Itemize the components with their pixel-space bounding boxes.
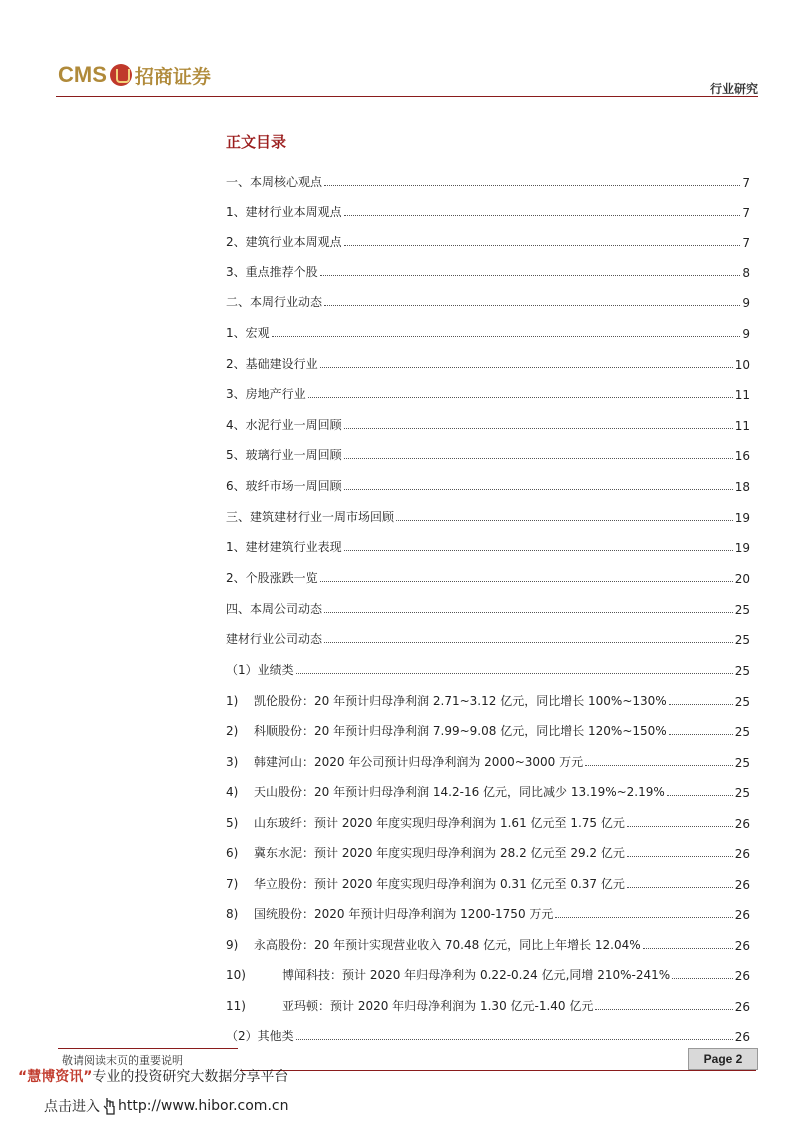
toc-entry-text: 3、重点推荐个股	[226, 265, 318, 279]
promo-brand: 慧博资讯	[27, 1069, 84, 1085]
toc-entry-text: 永高股份：20 年预计实现营业收入 70.48 亿元，同比上年增长 12.04%	[254, 938, 641, 952]
promo-quote-open: “	[18, 1069, 28, 1085]
toc-entry[interactable]	[226, 931, 750, 953]
toc-dot-leader	[643, 947, 733, 949]
toc-entry-page: 26	[734, 1030, 750, 1044]
toc-entry-label	[226, 355, 318, 372]
toc-dot-leader	[296, 1038, 733, 1040]
toc-entry-page: 16	[734, 449, 750, 463]
toc-entry-number: 7)	[226, 877, 239, 891]
toc-entry-label	[226, 446, 342, 463]
toc-entry-page: 19	[734, 541, 750, 555]
toc-dot-leader	[344, 244, 741, 246]
toc-entry-label	[226, 997, 593, 1014]
toc-entry[interactable]	[226, 288, 750, 310]
toc-entry-label	[226, 844, 625, 861]
logo-emblem-icon	[110, 64, 132, 86]
toc-entry-page: 25	[734, 695, 750, 709]
toc-entry-page: 19	[734, 511, 750, 525]
toc-entry[interactable]	[226, 168, 750, 190]
toc-entry-text: 华立股份：预计 2020 年度实现归母净利润为 0.31 亿元至 0.37 亿元	[254, 877, 625, 891]
toc-entry[interactable]	[226, 380, 750, 402]
toc-dot-leader	[272, 335, 741, 337]
toc-dot-leader	[595, 1008, 732, 1010]
toc-entry-page: 11	[734, 388, 750, 402]
promo-banner	[18, 1066, 288, 1086]
toc-entry-page: 26	[734, 817, 750, 831]
toc-entry-label	[226, 1027, 294, 1044]
toc-entry-text: 2、建筑行业本周观点	[226, 235, 342, 249]
toc-dot-leader	[308, 396, 733, 398]
toc-entry-label	[226, 722, 667, 739]
toc-entry-label	[226, 692, 667, 709]
toc-entry[interactable]	[226, 441, 750, 463]
toc-dot-leader	[324, 184, 740, 186]
toc-dot-leader	[555, 916, 732, 918]
toc-dot-leader	[344, 214, 741, 216]
toc-entry-number: 10)	[226, 968, 246, 982]
toc-entry-label	[226, 416, 342, 433]
toc-entry-label	[226, 508, 394, 525]
toc-entry-page: 20	[734, 572, 750, 586]
toc-entry-page: 26	[734, 939, 750, 953]
toc-entry-number: 3)	[226, 755, 239, 769]
toc-entry-number: 1)	[226, 694, 239, 708]
toc-entry-label	[226, 753, 583, 770]
toc-entry-number: 5)	[226, 816, 239, 830]
toc-entry-text: 3、房地产行业	[226, 387, 306, 401]
toc-entry-text: 4、水泥行业一周回顾	[226, 418, 342, 432]
toc-entry-label	[226, 905, 553, 922]
toc-dot-leader	[344, 488, 733, 490]
footer-note: 敬请阅读末页的重要说明	[62, 1054, 183, 1067]
toc-entry-number: 9)	[226, 938, 239, 952]
toc-entry-label	[226, 600, 322, 617]
toc-entry-text: 2、个股涨跌一览	[226, 571, 318, 585]
toc-entry[interactable]	[226, 258, 750, 280]
toc-dot-leader	[627, 825, 733, 827]
header-divider	[56, 96, 758, 97]
toc-entry-label	[226, 814, 625, 831]
toc-dot-leader	[585, 764, 733, 766]
toc-dot-leader	[669, 733, 733, 735]
toc-entry[interactable]	[226, 687, 750, 709]
promo-text: 专业的投资研究大数据分享平台	[92, 1069, 289, 1085]
toc-entry-page: 26	[734, 969, 750, 983]
toc-dot-leader	[320, 274, 741, 276]
pointing-hand-icon	[101, 1097, 117, 1115]
toc-entry-page: 26	[734, 1000, 750, 1014]
toc-entry-label	[226, 569, 318, 586]
toc-entry[interactable]	[226, 1022, 750, 1044]
toc-dot-leader	[324, 611, 733, 613]
toc-entry-page: 26	[734, 847, 750, 861]
section-label: 行业研究	[709, 82, 758, 96]
toc-dot-leader	[344, 427, 733, 429]
toc-entry-label	[226, 293, 322, 310]
cms-logo	[58, 60, 211, 90]
toc-entry-label	[226, 875, 625, 892]
toc-entry[interactable]	[226, 870, 750, 892]
hibor-link-line[interactable]	[44, 1096, 288, 1116]
toc-entry[interactable]	[226, 839, 750, 861]
hibor-url-link[interactable]: http://www.hibor.com.cn	[118, 1098, 289, 1114]
toc-entry[interactable]	[226, 595, 750, 617]
toc-entry[interactable]	[226, 748, 750, 770]
toc-entry-label	[226, 936, 641, 953]
toc-dot-leader	[320, 580, 733, 582]
toc-entry[interactable]	[226, 809, 750, 831]
toc-entry-text: 科顺股份：20 年预计归母净利润 7.99~9.08 亿元，同比增长 120%~150%	[254, 724, 667, 738]
toc-entry[interactable]	[226, 350, 750, 372]
toc-entry-text: 2、基础建设行业	[226, 357, 318, 371]
footer-divider-right	[240, 1070, 756, 1071]
toc-entry-number: 4)	[226, 785, 239, 799]
toc-entry-text: 冀东水泥：预计 2020 年度实现归母净利润为 28.2 亿元至 29.2 亿元	[254, 846, 625, 860]
toc-entry[interactable]	[226, 778, 750, 800]
toc-entry-text: （2）其他类	[226, 1029, 294, 1043]
toc-entry-page: 26	[734, 878, 750, 892]
toc-title: 正文目录	[226, 133, 287, 151]
toc-entry-page: 18	[734, 480, 750, 494]
toc-entry[interactable]	[226, 656, 750, 678]
toc-entry[interactable]	[226, 564, 750, 586]
toc-entry-text: 天山股份：20 年预计归母净利润 14.2-16 亿元，同比减少 13.19%~2.19%	[254, 785, 665, 799]
toc-entry[interactable]	[226, 992, 750, 1014]
toc-dot-leader	[627, 886, 733, 888]
toc-entry-text: （1）业绩类	[226, 663, 294, 677]
toc-dot-leader	[667, 794, 733, 796]
footer-divider-left	[58, 1048, 238, 1049]
page-number: Page 2	[688, 1048, 758, 1070]
toc-entry-text: 1、宏观	[226, 326, 270, 340]
toc-entry-page: 26	[734, 908, 750, 922]
toc-dot-leader	[324, 641, 733, 643]
toc-entry-page: 7	[742, 206, 750, 220]
toc-entry-text: 6、玻纤市场一周回顾	[226, 479, 342, 493]
toc-entry-text: 四、本周公司动态	[226, 602, 323, 616]
toc-entry-label	[226, 477, 342, 494]
toc-entry-page: 7	[742, 176, 750, 190]
toc-entry-label	[226, 630, 322, 647]
toc-dot-leader	[396, 519, 733, 521]
toc-entry-text: 1、建材行业本周观点	[226, 205, 342, 219]
toc-entry-page: 25	[734, 786, 750, 800]
toc-entry-text: 博闻科技：预计 2020 年归母净利为 0.22-0.24 亿元,同增 210%-241%	[282, 968, 671, 982]
toc-dot-leader	[344, 549, 733, 551]
toc-entry[interactable]	[226, 198, 750, 220]
toc-entry-label	[226, 263, 318, 280]
toc-entry-page: 25	[734, 633, 750, 647]
toc-entry-text: 建材行业公司动态	[226, 632, 323, 646]
toc-entry-page: 25	[734, 725, 750, 739]
toc-dot-leader	[344, 457, 733, 459]
toc-dot-leader	[320, 366, 733, 368]
toc-entry-page: 10	[734, 358, 750, 372]
toc-entry-label	[226, 966, 670, 983]
toc-entry-label	[226, 661, 294, 678]
toc-dot-leader	[669, 703, 733, 705]
toc-entry[interactable]	[226, 900, 750, 922]
toc-entry-label	[226, 538, 342, 555]
toc-dot-leader	[296, 672, 733, 674]
page-header	[58, 60, 758, 96]
toc-entry-number: 11)	[226, 999, 246, 1013]
toc-entry[interactable]	[226, 472, 750, 494]
toc-entry[interactable]	[226, 625, 750, 647]
toc-entry-page: 25	[734, 756, 750, 770]
toc-entry-text: 亚玛顿：预计 2020 年归母净利润为 1.30 亿元-1.40 亿元	[282, 999, 594, 1013]
toc-entry-text: 5、玻璃行业一周回顾	[226, 448, 342, 462]
toc-entry-text: 凯伦股份：20 年预计归母净利润 2.71~3.12 亿元，同比增长 100%~130%	[254, 694, 667, 708]
toc-entry-page: 9	[742, 327, 750, 341]
toc-entry[interactable]	[226, 319, 750, 341]
logo-company-name: 招商证券	[134, 65, 211, 88]
toc-dot-leader	[627, 855, 733, 857]
toc-entry[interactable]	[226, 228, 750, 250]
toc-entry-label	[226, 173, 322, 190]
toc-entry-page: 8	[742, 266, 750, 280]
toc-entry-label	[226, 324, 270, 341]
toc-entry-page: 11	[734, 419, 750, 433]
toc-entry-label	[226, 385, 306, 402]
toc-entry-number: 8)	[226, 907, 239, 921]
link-prefix: 点击进入	[44, 1099, 100, 1115]
toc-entry-text: 韩建河山：2020 年公司预计归母净利润为 2000~3000 万元	[254, 755, 584, 769]
toc-entry-page: 25	[734, 603, 750, 617]
toc-entry[interactable]	[226, 533, 750, 555]
toc-entry-label	[226, 233, 342, 250]
toc-entry[interactable]	[226, 717, 750, 739]
toc-entry[interactable]	[226, 411, 750, 433]
toc-dot-leader	[672, 977, 733, 979]
toc-entry-text: 二、本周行业动态	[226, 295, 323, 309]
toc-entry-text: 三、建筑建材行业一周市场回顾	[226, 510, 395, 524]
toc-entry[interactable]	[226, 503, 750, 525]
toc-entry-label	[226, 783, 665, 800]
toc-entry-page: 25	[734, 664, 750, 678]
toc-dot-leader	[324, 304, 740, 306]
toc-entry-text: 1、建材建筑行业表现	[226, 540, 342, 554]
toc-entry-text: 一、本周核心观点	[226, 175, 323, 189]
toc-entry-page: 7	[742, 236, 750, 250]
toc-entry-text: 国统股份：2020 年预计归母净利润为 1200-1750 万元	[254, 907, 554, 921]
toc-entry-number: 6)	[226, 846, 239, 860]
toc-entry-label	[226, 203, 342, 220]
toc-entry[interactable]	[226, 961, 750, 983]
logo-cms-text: CMS	[58, 62, 107, 87]
toc-entry-number: 2)	[226, 724, 239, 738]
toc-entry-text: 山东玻纤：预计 2020 年度实现归母净利润为 1.61 亿元至 1.75 亿元	[254, 816, 625, 830]
promo-quote-close: ”	[83, 1069, 93, 1085]
toc-entry-page: 9	[742, 296, 750, 310]
